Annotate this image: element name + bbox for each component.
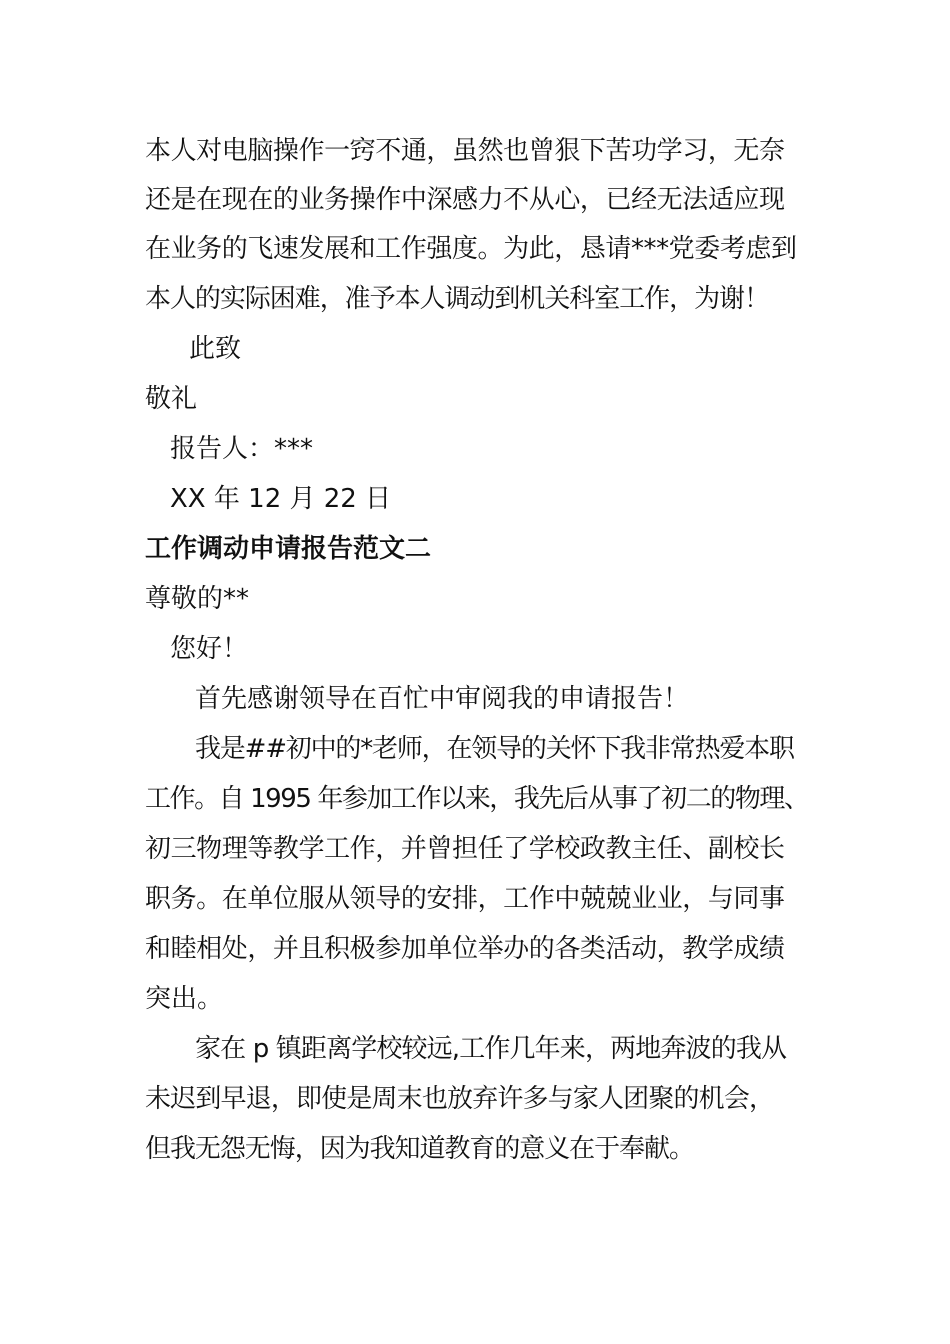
body-line: 职务。在单位服从领导的安排，工作中兢兢业业，与同事 [145, 884, 785, 914]
body-line: 工作。自 1995 年参加工作以来，我先后从事了初二的物理、 [145, 784, 809, 814]
body-line: 还是在现在的业务操作中深感力不从心，已经无法适应现 [145, 185, 785, 215]
closing-line: 此致 [189, 334, 242, 364]
section-heading: 工作调动申请报告范文二 [145, 534, 432, 564]
greeting-line: 您好！ [170, 634, 249, 664]
body-line: 在业务的飞速发展和工作强度。为此，恳请***党委考虑到 [145, 234, 797, 264]
body-line: 但我无怨无悔，因为我知道教育的意义在于奉献。 [145, 1134, 694, 1164]
body-line: 本人的实际困难，准予本人调动到机关科室工作，为谢！ [145, 284, 769, 314]
body-line: 和睦相处，并且积极参加单位举办的各类活动，教学成绩 [145, 934, 785, 964]
body-line: 家在 p 镇距离学校较远,工作几年来，两地奔波的我从 [195, 1034, 787, 1064]
signature-line: 报告人：*** [170, 434, 314, 464]
body-line: 突出。 [145, 984, 224, 1014]
date-line: XX 年 12 月 22 日 [170, 484, 392, 514]
body-line: 我是##初中的*老师，在领导的关怀下我非常热爱本职 [195, 734, 794, 764]
salutation-line: 敬礼 [145, 384, 198, 414]
body-line: 未迟到早退，即使是周末也放弃许多与家人团聚的机会， [145, 1084, 775, 1114]
body-line: 首先感谢领导在百忙中审阅我的申请报告！ [195, 684, 690, 714]
body-line: 本人对电脑操作一窍不通，虽然也曾狠下苦功学习，无奈 [145, 136, 785, 166]
greeting-line: 尊敬的** [145, 584, 250, 614]
body-line: 初三物理等教学工作，并曾担任了学校政教主任、副校长 [145, 834, 785, 864]
